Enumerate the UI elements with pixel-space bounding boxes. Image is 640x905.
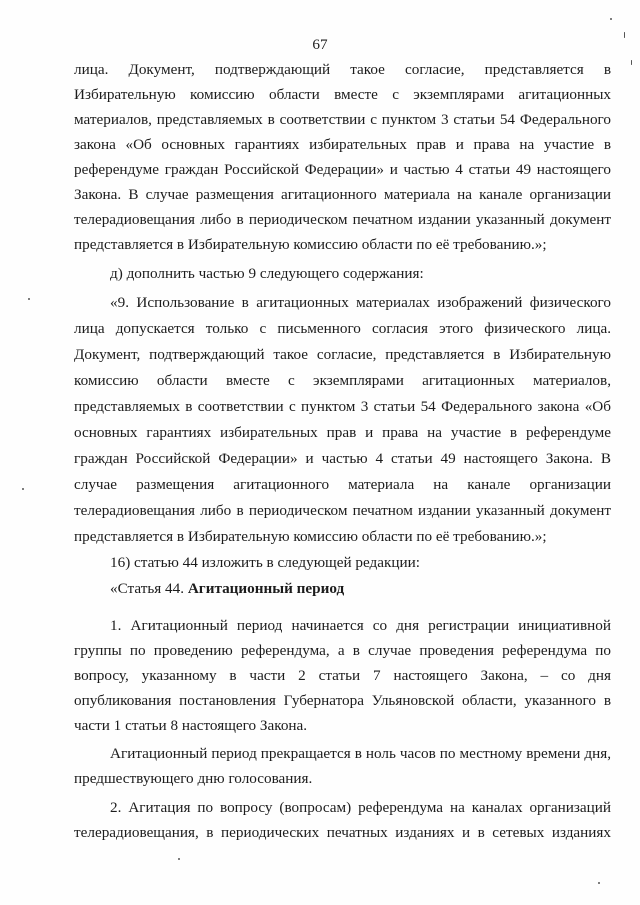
text-line: комиссию области вместе с экземплярами агитационных материалов, (74, 372, 611, 389)
text-line: референдуме граждан Российской Федерации» и частью 4 статьи 49 настоящего (74, 161, 611, 178)
article-number: «Статья 44. (110, 580, 185, 597)
scan-speck (598, 882, 600, 884)
text-line: представляется в Избирательную комиссию области по её требованию.»; (74, 236, 547, 253)
scan-speck (631, 60, 632, 65)
text-line: опубликования постановления Губернатора Ульяновской области, указанного в (74, 692, 611, 709)
text-line: «9. Использование в агитационных материалах изображений физического (110, 294, 611, 311)
page-number: 67 (312, 36, 328, 53)
text-line: вопросу, указанному в части 2 статьи 7 настоящего Закона, – со дня (74, 667, 611, 684)
text-line: 16) статью 44 изложить в следующей редакции: (110, 554, 420, 571)
text-line: основных гарантиях избирательных прав и права на участие в референдуме (74, 424, 611, 441)
text-line: представляемых в соответствии с пунктом 3 статьи 54 Федерального закона «Об (74, 398, 611, 415)
scan-speck (178, 858, 180, 860)
article-heading (110, 580, 611, 598)
text-line: граждан Российской Федерации» и частью 4 статьи 49 настоящего Закона. В (74, 450, 611, 467)
text-line: д) дополнить частью 9 следующего содержания: (110, 265, 424, 282)
text-line: телерадиовещания, в периодических печатных изданиях и в сетевых изданиях (74, 824, 611, 841)
text-line: лица. Документ, подтверждающий такое согласие, представляется в (74, 61, 611, 78)
text-line: Документ, подтверждающий такое согласие, представляется в Избирательную (74, 346, 611, 363)
scan-speck (624, 32, 625, 38)
article-title: Агитационный период (187, 580, 345, 597)
text-line: группы по проведению референдума, а в случае проведения референдума по (74, 642, 611, 659)
text-line: 1. Агитационный период начинается со дня регистрации инициативной (110, 617, 611, 634)
text-line: Закона. В случае размещения агитационного материала на канале организации (74, 186, 611, 203)
text-line: представляется в Избирательную комиссию области по её требованию.»; (74, 528, 547, 545)
scan-speck (610, 18, 612, 20)
scan-speck (22, 488, 24, 490)
text-line: случае размещения агитационного материала на канале организации (74, 476, 611, 493)
text-line: части 1 статьи 8 настоящего Закона. (74, 717, 308, 734)
text-line: 2. Агитация по вопросу (вопросам) референдума на каналах организаций (110, 799, 611, 816)
text-line: лица допускается только с письменного согласия этого физического лица. (74, 320, 611, 337)
scan-speck (28, 298, 30, 300)
text-line: телерадиовещания либо в периодическом печатном издании указанный документ (74, 502, 611, 519)
text-line: предшествующего дню голосования. (74, 770, 313, 787)
text-line: материалов, представляемых в соответствии с пунктом 3 статьи 54 Федерального (74, 111, 611, 128)
text-line: закона «Об основных гарантиях избирательных прав и права на участие в (74, 136, 611, 153)
text-line: Агитационный период прекращается в ноль часов по местному времени дня, (110, 745, 611, 762)
text-line: телерадиовещания либо в периодическом печатном издании указанный документ (74, 211, 611, 228)
text-line: Избирательную комиссию области вместе с экземплярами агитационных (74, 86, 611, 103)
